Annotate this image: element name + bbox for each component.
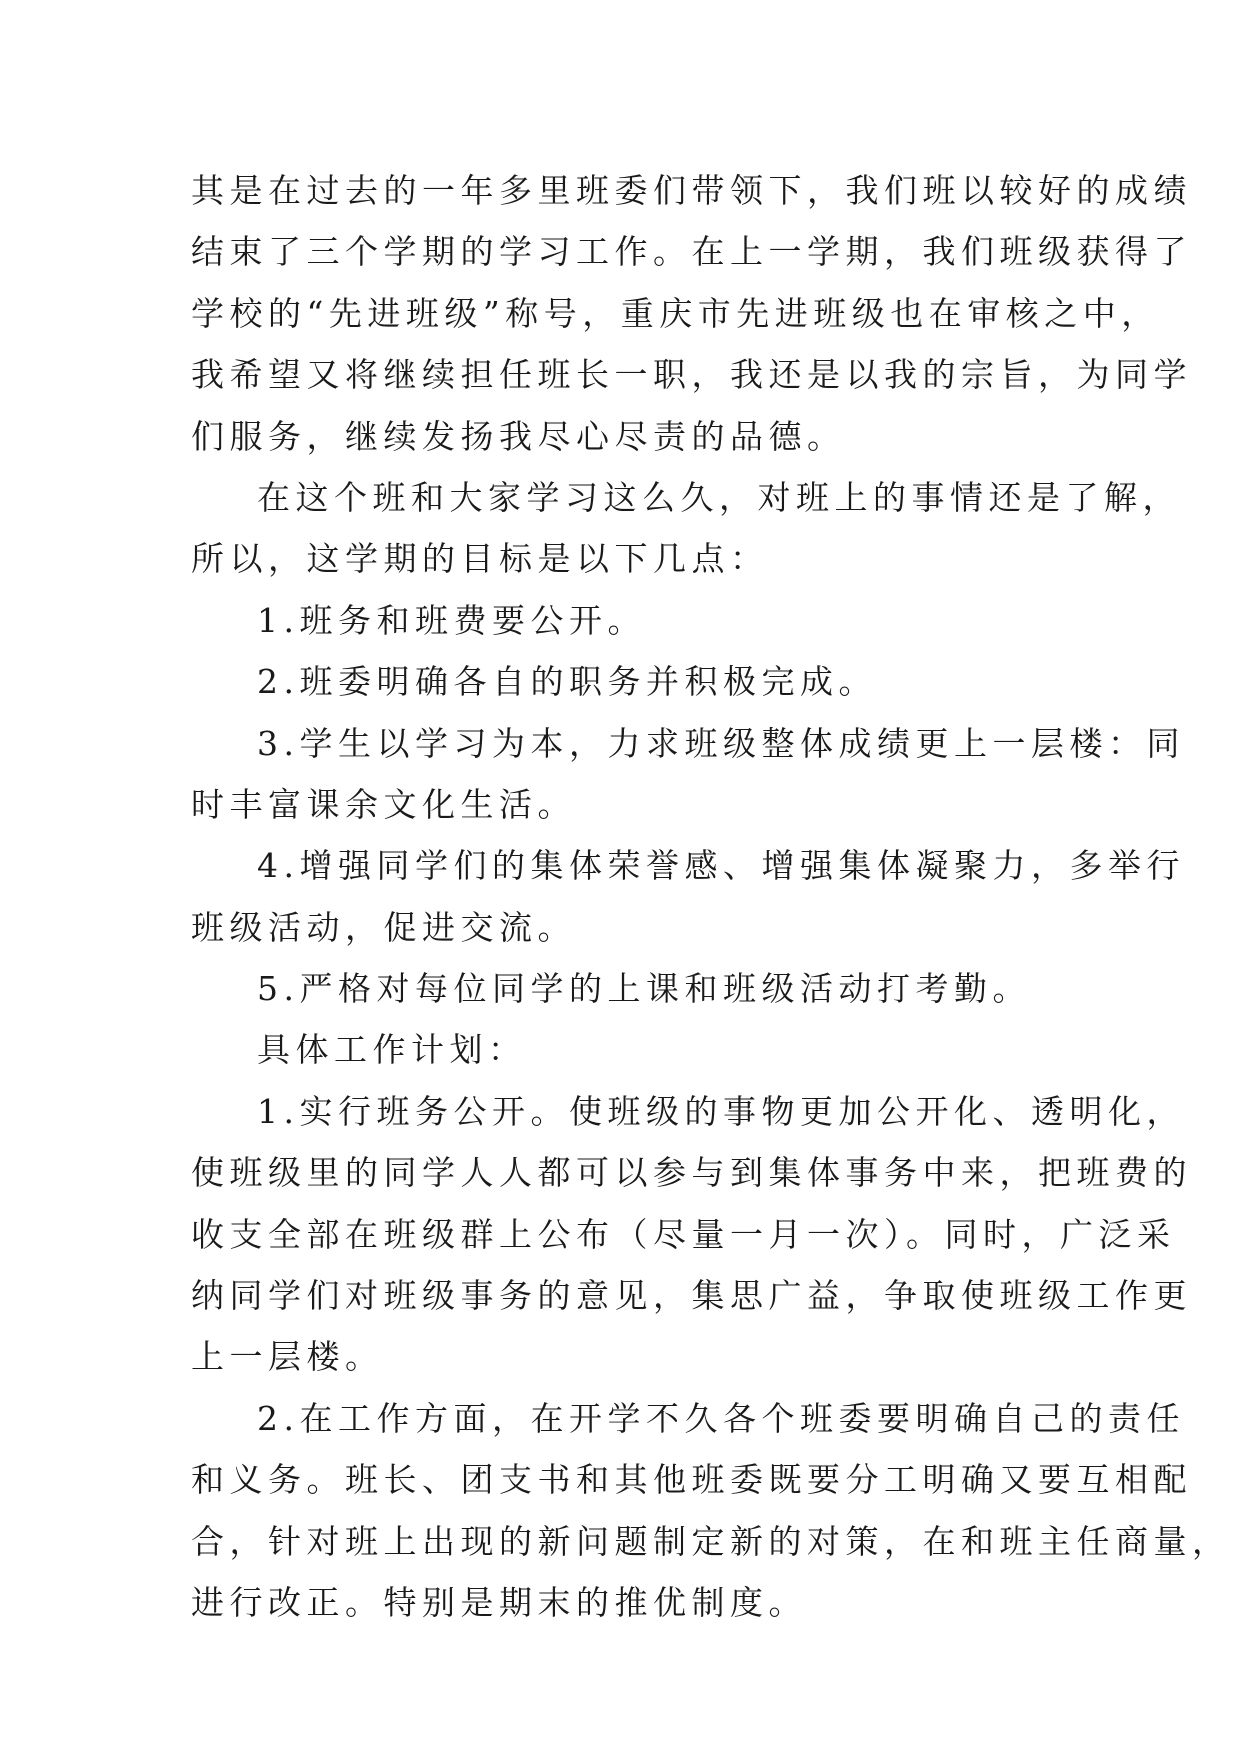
text-line: 结束了三个学期的学习工作。在上一学期，我们班级获得了: [191, 232, 1192, 272]
text-line: 我希望又将继续担任班长一职，我还是以我的宗旨，为同学: [191, 355, 1192, 395]
text-line: 和义务。班长、团支书和其他班委既要分工明确又要互相配: [191, 1460, 1192, 1500]
text-line: 使班级里的同学人人都可以参与到集体事务中来，把班费的: [191, 1153, 1192, 1193]
text-line: 纳同学们对班级事务的意见，集思广益，争取使班级工作更: [191, 1276, 1192, 1316]
text-line: 其是在过去的一年多里班委们带领下，我们班以较好的成绩: [191, 171, 1192, 210]
text-line: 1.班务和班费要公开。: [257, 600, 646, 640]
text-line: 上一层楼。: [191, 1337, 384, 1377]
text-line: 5.严格对每位同学的上课和班级活动打考勤。: [257, 969, 1031, 1009]
text-line: 2.班委明确各自的职务并积极完成。: [257, 662, 877, 702]
text-line: 2.在工作方面，在开学不久各个班委要明确自己的责任: [257, 1398, 1185, 1438]
text-line: 进行改正。特别是期末的推优制度。: [191, 1582, 807, 1622]
text-line: 们服务，继续发扬我尽心尽责的品德。: [191, 416, 846, 456]
text-line: 时丰富课余文化生活。: [191, 784, 576, 824]
text-line: 学校的“先进班级”称号，重庆市先进班级也在审核之中，: [191, 293, 1160, 333]
text-line: 具体工作计划：: [257, 1030, 527, 1070]
text-line: 1.实行班务公开。使班级的事物更加公开化、透明化，: [257, 1091, 1185, 1131]
text-line: 在这个班和大家学习这么久，对班上的事情还是了解，: [257, 477, 1181, 517]
text-line: 收支全部在班级群上公布（尽量一月一次）。同时，广泛采: [191, 1214, 1176, 1254]
text-line: 4.增强同学们的集体荣誉感、增强集体凝聚力，多举行: [257, 846, 1185, 886]
text-line: 班级活动，促进交流。: [191, 907, 576, 947]
text-line: 合，针对班上出现的新问题制定新的对策，在和班主任商量，: [191, 1521, 1231, 1561]
document-body: [191, 160, 1231, 1633]
text-line: 3.学生以学习为本，力求班级整体成绩更上一层楼：同: [257, 723, 1185, 763]
text-line: 所以，这学期的目标是以下几点：: [191, 539, 769, 579]
